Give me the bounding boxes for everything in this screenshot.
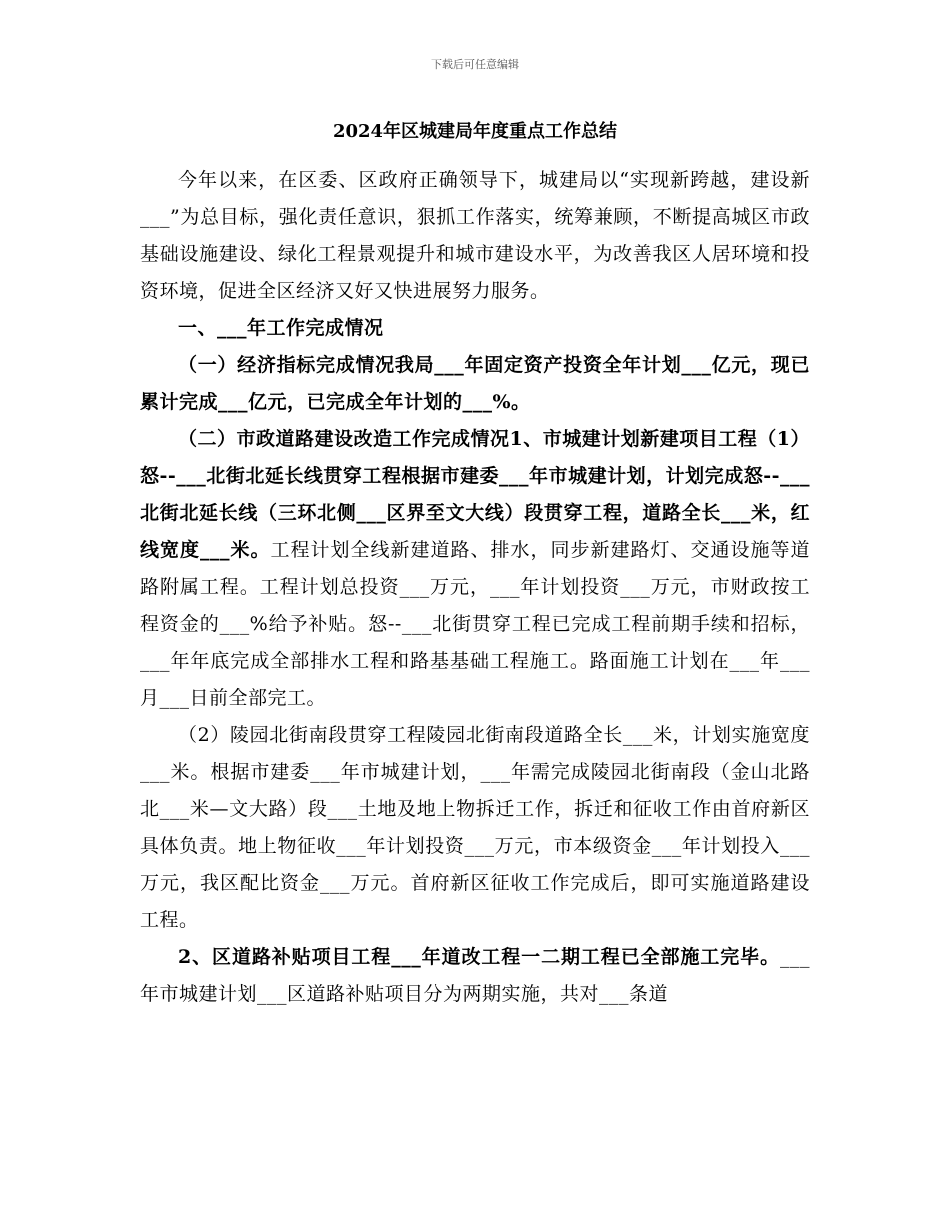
document-body bbox=[140, 118, 810, 1013]
paragraph-text: （2）陵园北街南段贯穿工程陵园北街南段道路全长___米，计划实施宽度___米。根据市建委___年市城建计划，___年需完成陵园北街南段（金山北路北___米—文大路）段___土地及地上物拆迁工作，拆迁和征收工作由首府新区具体负责。地上物征收___年计划投资___万元，市本级资金___年计划投入___万元，我区配比资金___万元。首府新区征收工作完成后，即可实施道路建设工程。 bbox=[140, 724, 810, 931]
paragraph-road-construction bbox=[140, 421, 810, 717]
paragraph-lingyuan-project bbox=[140, 717, 810, 939]
paragraph-bold-text: （一）经济指标完成情况我局___年固定资产投资全年计划___亿元，现已累计完成___亿元，已完成全年计划的___%。 bbox=[140, 354, 810, 413]
paragraph-road-subsidy bbox=[140, 939, 810, 1013]
paragraph-bold-text: 2、区道路补贴项目工程___年道改工程一二期工程已全部施工完毕。 bbox=[178, 946, 780, 968]
paragraph-intro bbox=[140, 162, 810, 310]
paragraph-text: ___年市城建计划___区道路补贴项目分为两期实施，共对___条道 bbox=[140, 946, 810, 1005]
paragraph-text: 今年以来，在区委、区政府正确领导下，城建局以“实现新跨越，建设新___”为总目标，强化责任意识，狠抓工作落实，统筹兼顾，不断提高城区市政基础设施建设、绿化工程景观提升和城市建设水平，为改善我区人居环境和投资环境，促进全区经济又好又快进展努力服务。 bbox=[140, 169, 810, 302]
paragraph-bold-text: （二）市政道路建设改造工作完成情况1、市城建计划新建项目工程（1）怒--___北街北延长线贯穿工程根据市建委___年市城建计划，计划完成怒--___北街北延长线（三环北侧___区界至文大线）段贯穿工程，道路全长___米，红线宽度___米。 bbox=[140, 428, 810, 561]
paragraph-economic-indicators bbox=[140, 347, 810, 421]
document-title: 2024年区城建局年度重点工作总结 bbox=[332, 121, 618, 142]
header-note: 下载后可任意编辑 bbox=[431, 58, 519, 71]
paragraph-bold-text: 一、___年工作完成情况 bbox=[178, 317, 384, 339]
paragraph-text: 工程计划全线新建道路、排水，同步新建路灯、交通设施等道路附属工程。工程计划总投资___万元，___年计划投资___万元，市财政按工程资金的___%给予补贴。怒--___北街贯穿工程已完成工程前期手续和招标，___年年底完成全部排水工程和路基基础工程施工。路面施工计划在___年___月___日前全部完工。 bbox=[140, 539, 810, 709]
section-heading-1 bbox=[140, 310, 810, 347]
